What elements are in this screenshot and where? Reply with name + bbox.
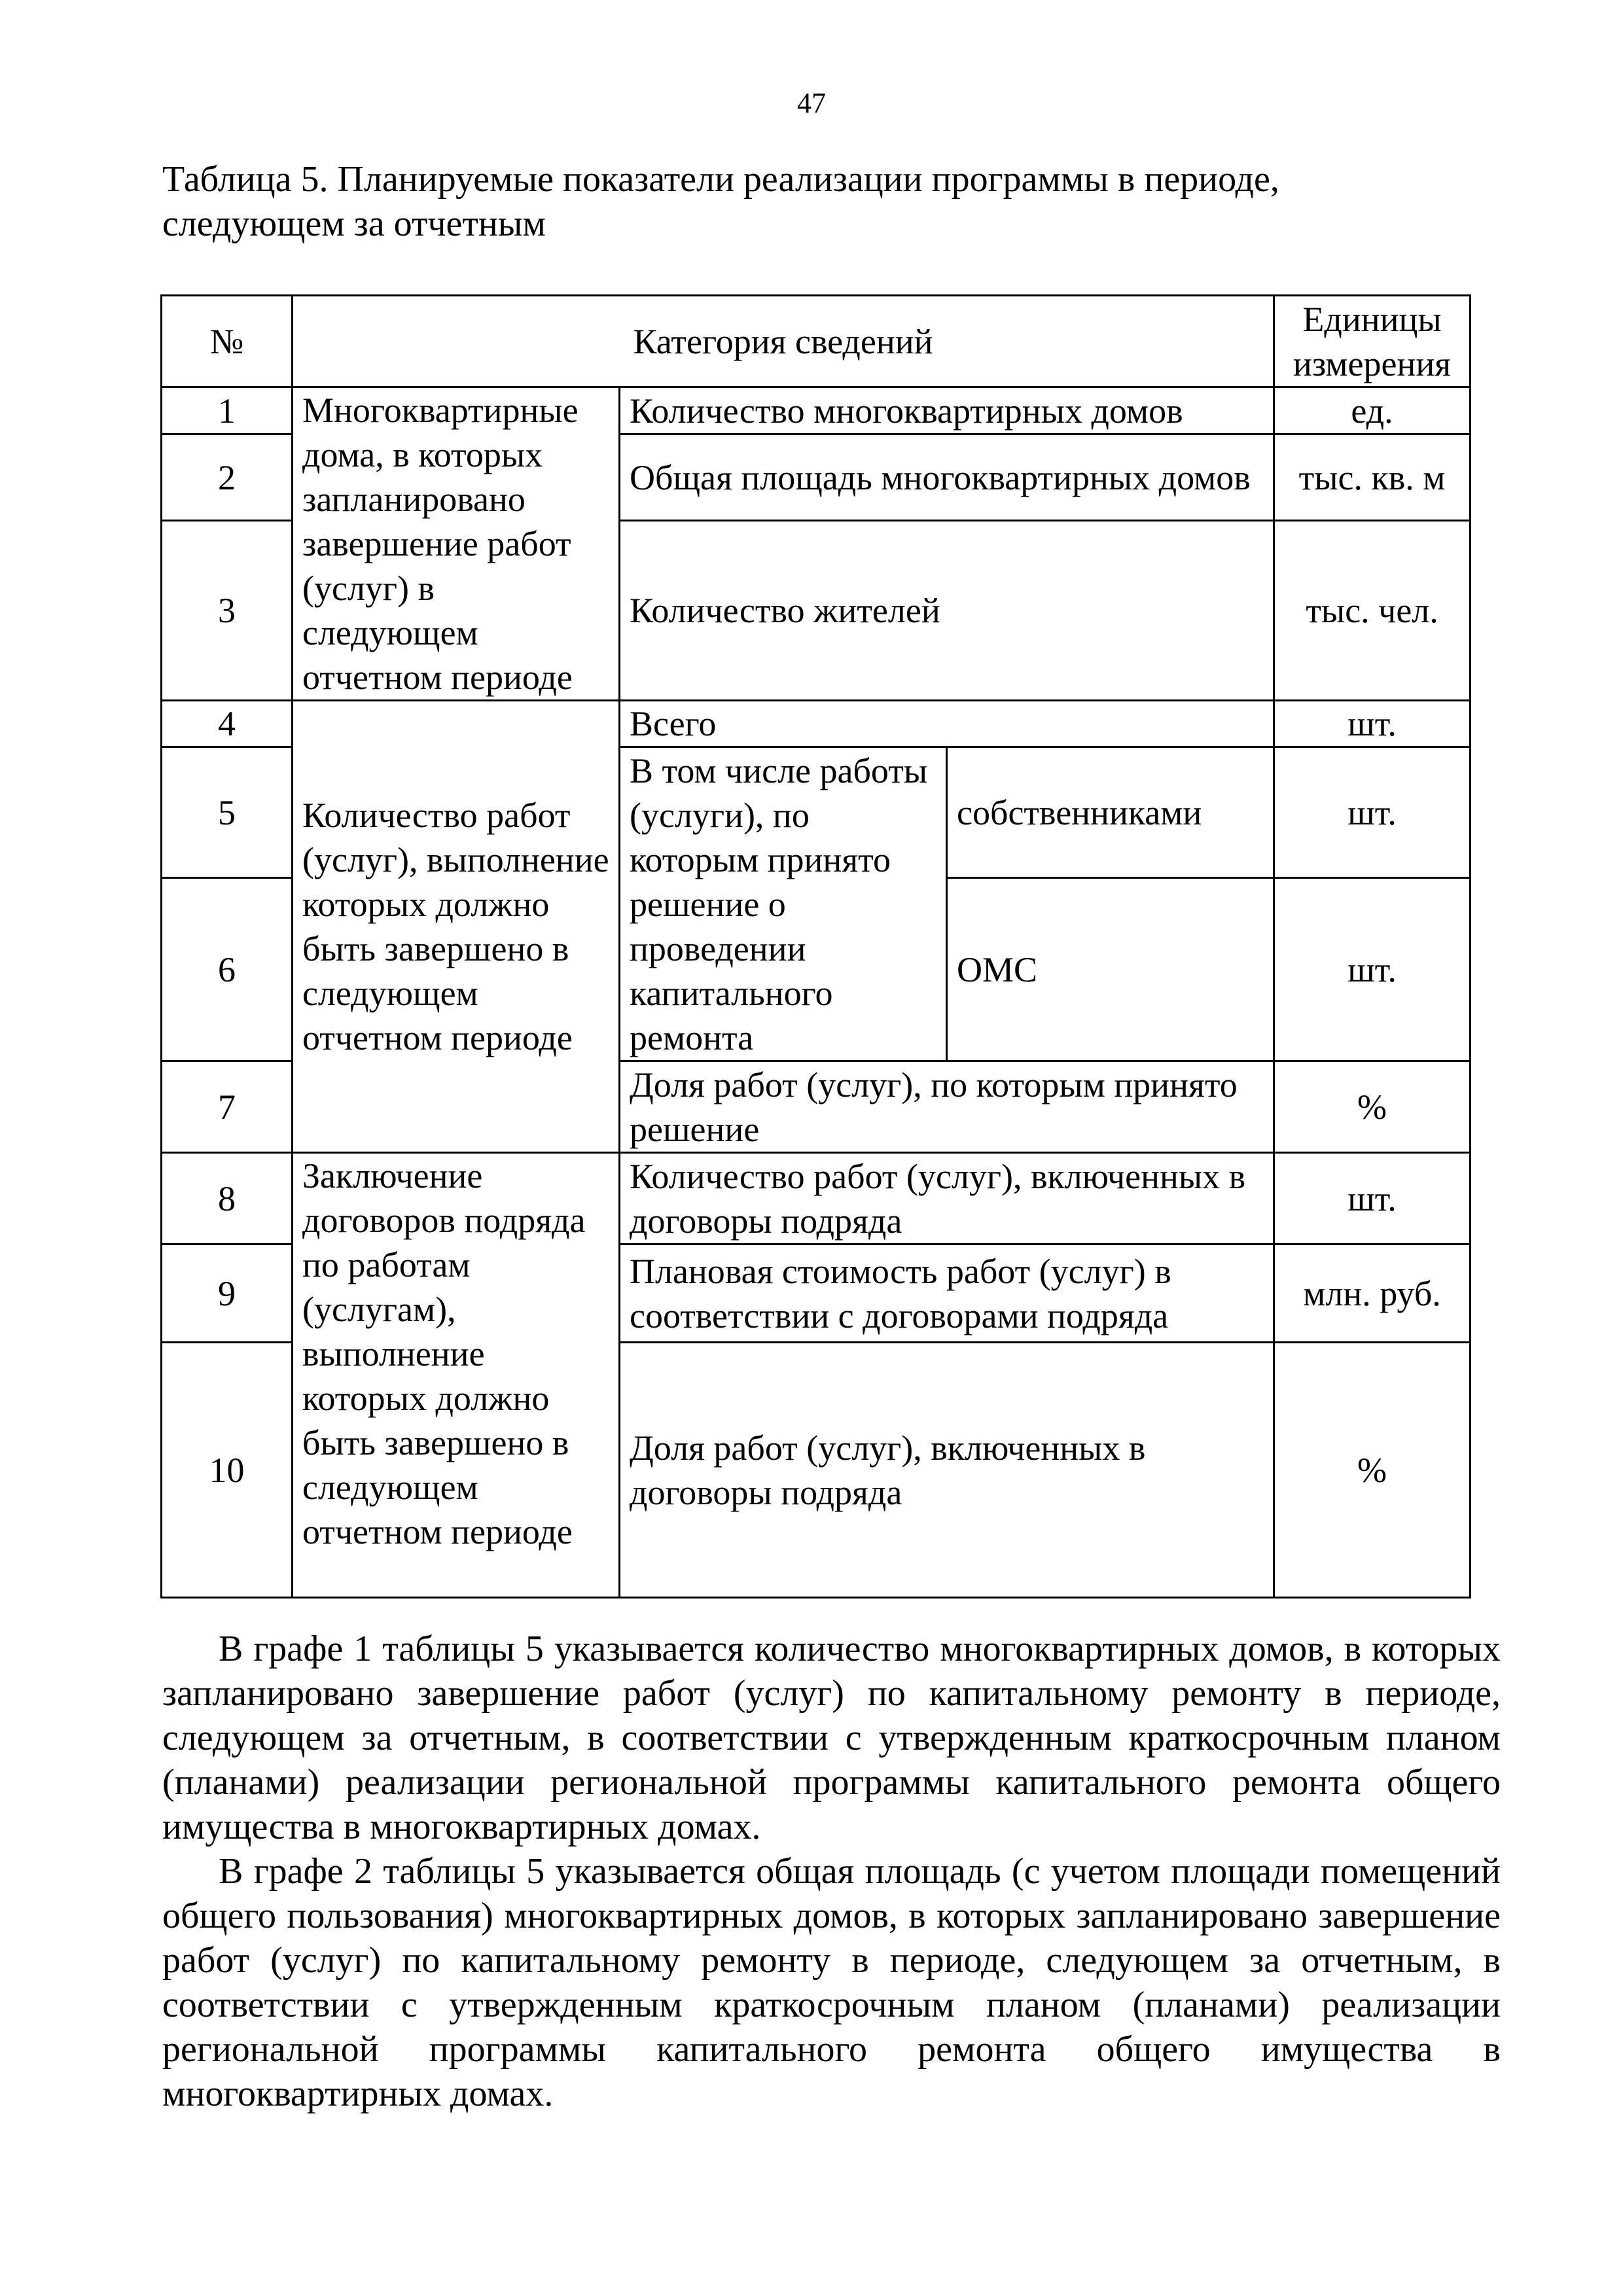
table-caption-line-1: Таблица 5. Планируемые показатели реализации программы в периоде, xyxy=(162,159,1279,200)
table-header-row xyxy=(162,296,1471,387)
row-text: Всего xyxy=(620,701,1274,747)
table-row xyxy=(162,701,1471,747)
row-number: 1 xyxy=(162,387,293,434)
row-text: Количество многоквартирных домов xyxy=(620,387,1274,434)
page-number: 47 xyxy=(797,87,826,119)
row-unit: шт. xyxy=(1274,747,1471,878)
row-number: 8 xyxy=(162,1153,293,1245)
indicators-table xyxy=(160,294,1471,1598)
row-number: 9 xyxy=(162,1245,293,1343)
row-number: 5 xyxy=(162,747,293,878)
row-unit: % xyxy=(1274,1343,1471,1598)
row-text: собственниками xyxy=(947,747,1274,878)
row-text: Доля работ (услуг), по которым принято решение xyxy=(620,1061,1274,1153)
row-number: 2 xyxy=(162,434,293,521)
table-caption xyxy=(162,157,1471,246)
group-apartment-buildings: Многоквартирные дома, в которых запланировано завершение работ (услуг) в следующем отчетном периоде xyxy=(293,387,620,701)
header-units: Единицы измерения xyxy=(1274,296,1471,387)
group-works-count: Количество работ (услуг), выполнение которых должно быть завершено в следующем отчетном периоде xyxy=(293,701,620,1153)
row-number: 3 xyxy=(162,521,293,701)
row-number: 4 xyxy=(162,701,293,747)
header-category: Категория сведений xyxy=(293,296,1274,387)
row-unit: тыс. чел. xyxy=(1274,521,1471,701)
row-text: Количество работ (услуг), включенных в договоры подряда xyxy=(620,1153,1274,1245)
row-number: 7 xyxy=(162,1061,293,1153)
paragraph-column-1: В графе 1 таблицы 5 указывается количество многоквартирных домов, в которых запланировано завершение работ (услуг) по капитальному ремонту в периоде, следующем за отчетным, в соответствии с утвержденным краткосрочным планом (планами) реализации региональной программы капитального ремонта общего имущества в многоквартирных домах. xyxy=(162,1629,1501,1847)
row-unit: тыс. кв. м xyxy=(1274,434,1471,521)
row-text: Общая площадь многоквартирных домов xyxy=(620,434,1274,521)
row-text: Доля работ (услуг), включенных в договоры подряда xyxy=(620,1343,1274,1598)
paragraph-column-2: В графе 2 таблицы 5 указывается общая площадь (с учетом площади помещений общего пользования) многоквартирных домов, в которых запланировано завершение работ (услуг) по капитальному ремонту в периоде, следующем за отчетным, в соответствии с утвержденным краткосрочным планом (планами) реализации региональной программы капитального ремонта общего имущества в многоквартирных домах. xyxy=(162,1851,1501,2114)
row-unit: шт. xyxy=(1274,1153,1471,1245)
row-text: ОМС xyxy=(947,878,1274,1061)
row-unit: % xyxy=(1274,1061,1471,1153)
row-unit: шт. xyxy=(1274,701,1471,747)
header-num: № xyxy=(162,296,293,387)
group-contracts: Заключение договоров подряда по работам (услугам), выполнение которых должно быть завершено в следующем отчетном периоде xyxy=(293,1153,620,1598)
row-number: 10 xyxy=(162,1343,293,1598)
table-row xyxy=(162,1153,1471,1245)
row-unit: шт. xyxy=(1274,878,1471,1061)
table-caption-line-2: следующем за отчетным xyxy=(162,203,546,244)
row-unit: ед. xyxy=(1274,387,1471,434)
row-text: Плановая стоимость работ (услуг) в соответствии с договорами подряда xyxy=(620,1245,1274,1343)
row-text: Количество жителей xyxy=(620,521,1274,701)
table-row xyxy=(162,387,1471,434)
row-unit: млн. руб. xyxy=(1274,1245,1471,1343)
subgroup-capital-repair-decision: В том числе работы (услуги), по которым принято решение о проведении капитального ремонта xyxy=(620,747,947,1061)
row-number: 6 xyxy=(162,878,293,1061)
